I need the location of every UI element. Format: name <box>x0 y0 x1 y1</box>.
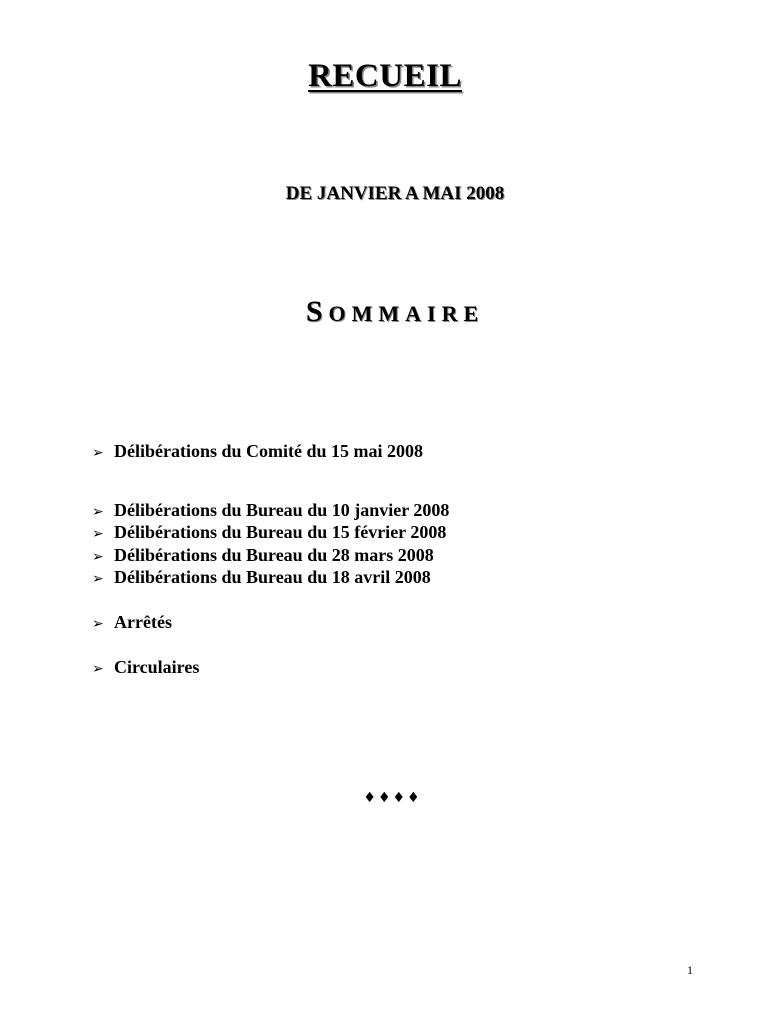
arrow-bullet-icon: ➢ <box>92 504 104 520</box>
toc-item-label: Arrêtés <box>114 612 172 632</box>
toc-item-bureau-28-mars[interactable] <box>92 544 434 568</box>
arrow-bullet-icon: ➢ <box>92 445 104 461</box>
document-subtitle: DE JANVIER A MAI 2008 <box>285 183 505 204</box>
diamond-ornament-icon: ♦♦♦♦ <box>363 790 422 806</box>
toc-item-label: Délibérations du Bureau du 28 mars 2008 <box>114 545 434 565</box>
toc-item-circulaires[interactable] <box>92 656 199 680</box>
arrow-bullet-icon: ➢ <box>92 616 104 632</box>
sommaire-initial: S <box>305 295 329 328</box>
sommaire-rest: OMMAIRE <box>328 301 485 326</box>
sommaire-heading <box>0 295 770 329</box>
toc-item-bureau-15-fevrier[interactable] <box>92 521 446 545</box>
toc-item-label: Délibérations du Bureau du 18 avril 2008 <box>114 567 431 587</box>
arrow-bullet-icon: ➢ <box>92 661 104 677</box>
arrow-bullet-icon: ➢ <box>92 571 104 587</box>
toc-item-bureau-18-avril[interactable] <box>92 566 431 590</box>
toc-item-comite-15-mai[interactable] <box>92 440 423 464</box>
toc-item-label: Circulaires <box>114 657 200 677</box>
document-title: RECUEIL <box>308 58 462 94</box>
arrow-bullet-icon: ➢ <box>92 549 104 565</box>
toc-item-bureau-10-janvier[interactable] <box>92 499 449 523</box>
toc-item-label: Délibérations du Comité du 15 mai 2008 <box>114 441 424 461</box>
page-number: 1 <box>687 963 693 977</box>
toc-item-label: Délibérations du Bureau du 15 février 2008 <box>114 522 447 542</box>
toc-item-label: Délibérations du Bureau du 10 janvier 2008 <box>114 500 450 520</box>
toc-item-arretes[interactable] <box>92 611 172 635</box>
arrow-bullet-icon: ➢ <box>92 526 104 542</box>
